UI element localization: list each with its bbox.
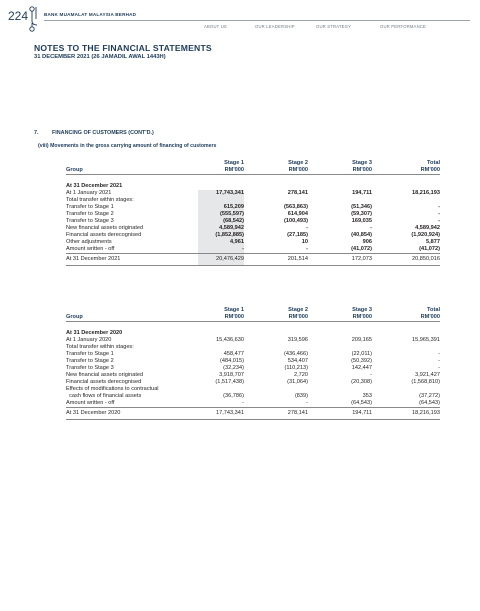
cell-value — [244, 344, 308, 351]
row-label: Amount written - off — [66, 400, 115, 407]
cell-value: 278,141 — [287, 190, 308, 197]
cell-value: 10 — [301, 239, 308, 246]
row-label: Total transfer within stages: — [66, 197, 134, 204]
table-row — [66, 386, 440, 393]
table-row — [66, 218, 440, 225]
row-label: Transfer to Stage 1 — [66, 351, 114, 358]
row-label: Transfer to Stage 2 — [66, 358, 114, 365]
cell-value: - — [306, 246, 308, 253]
table-subheading: At 31 December 2020 — [66, 330, 123, 337]
table-row — [66, 190, 440, 197]
page-header — [0, 0, 480, 40]
table-header-row — [66, 160, 440, 167]
table-row — [66, 365, 440, 372]
col-header-stage-3: Stage 3 — [352, 160, 372, 166]
table-total-row — [66, 408, 440, 420]
cell-value: 615,209 — [198, 204, 244, 211]
cell-value: 3,918,707 — [219, 372, 244, 379]
cell-value: - — [438, 365, 440, 372]
cell-value — [244, 386, 308, 393]
cell-value: 17,743,341 — [198, 190, 244, 197]
row-label: Total transfer within stages: — [66, 344, 134, 351]
cell-value: (68,542) — [198, 218, 244, 225]
cell-value: (484,015) — [220, 358, 244, 365]
row-label: Transfer to Stage 1 — [66, 204, 114, 211]
subsection-heading: (viii) Movements in the gross carrying amount of financing of customers — [38, 143, 217, 149]
cell-value — [198, 197, 244, 204]
table-row — [66, 225, 440, 232]
cell-value: 20,476,429 — [198, 254, 244, 266]
cell-value: 614,904 — [287, 211, 308, 218]
cell-value: (839) — [294, 393, 308, 400]
cell-value: - — [306, 225, 308, 232]
row-label: At 1 January 2020 — [66, 337, 112, 344]
row-label: Financial assets derecognised — [66, 379, 142, 386]
cell-value: 3,921,427 — [415, 372, 440, 379]
cell-value: - — [438, 218, 440, 225]
row-label: At 1 January 2021 — [66, 190, 112, 197]
col-header-group: Group — [66, 167, 198, 175]
table-row — [66, 393, 440, 400]
cell-value: (40,854) — [351, 232, 372, 239]
table-row — [66, 379, 440, 386]
page-subtitle: 31 DECEMBER 2021 (26 JAMADIL AWAL 1443H) — [34, 54, 166, 60]
cell-value: 534,407 — [287, 358, 308, 365]
cell-value: 194,711 — [308, 408, 372, 420]
table-row — [66, 232, 440, 239]
cell-value: - — [306, 400, 308, 407]
table-row — [66, 204, 440, 211]
cell-value: (59,307) — [351, 211, 372, 218]
row-label: Transfer to Stage 2 — [66, 211, 114, 218]
table-total-row — [66, 254, 440, 266]
cell-value: (1,517,438) — [215, 379, 244, 386]
table-row — [66, 372, 440, 379]
cell-value: (36,786) — [223, 393, 244, 400]
cell-value: 20,850,016 — [372, 254, 440, 266]
cell-value: - — [438, 204, 440, 211]
table-row — [66, 337, 440, 344]
cell-value: 18,216,193 — [372, 408, 440, 420]
section-title: FINANCING OF CUSTOMERS (CONT'D.) — [52, 130, 154, 136]
col-header-group: Group — [66, 314, 198, 322]
row-label: At 31 December 2021 — [66, 254, 198, 266]
movement-table-2020 — [66, 307, 440, 420]
cell-value: (32,234) — [223, 365, 244, 372]
table-subheading: At 31 December 2021 — [66, 183, 123, 190]
row-label: New financial assets originated — [66, 372, 144, 379]
table-row — [66, 351, 440, 358]
table-header-row — [66, 167, 440, 175]
cell-value: (64,543) — [351, 400, 372, 407]
cell-value — [198, 344, 244, 351]
header-divider — [44, 20, 470, 21]
cell-value: 142,447 — [351, 365, 372, 372]
table-row — [66, 239, 440, 246]
col-unit: RM'000 — [198, 314, 244, 322]
cell-value — [198, 386, 244, 393]
cell-value: 2,720 — [294, 372, 308, 379]
bank-name: BANK MUAMALAT MALAYSIA BERHAD — [44, 12, 137, 17]
col-header-stage-2: Stage 2 — [288, 307, 308, 313]
col-header-stage-3: Stage 3 — [352, 307, 372, 313]
cell-value: - — [370, 225, 372, 232]
cell-value: (20,308) — [351, 379, 372, 386]
col-unit: RM'000 — [244, 314, 308, 322]
col-header-stage-1: Stage 1 — [224, 307, 244, 313]
cell-value: 209,165 — [351, 337, 372, 344]
col-unit: RM'000 — [244, 167, 308, 175]
row-label: Financial assets derecognised — [66, 232, 142, 239]
col-unit: RM'000 — [372, 314, 440, 322]
cell-value: (51,346) — [351, 204, 372, 211]
page-number: 224 — [8, 9, 29, 23]
col-unit: RM'000 — [372, 167, 440, 175]
cell-value: 4,961 — [198, 239, 244, 246]
cell-value: (27,185) — [287, 232, 308, 239]
cell-value: (31,064) — [287, 379, 308, 386]
section-number: 7. — [34, 130, 39, 136]
cell-value: 201,514 — [244, 254, 308, 266]
cell-value: (64,543) — [419, 400, 440, 407]
row-label: Transfer to Stage 3 — [66, 218, 114, 225]
section-heading — [34, 130, 154, 136]
cell-value: 15,436,630 — [216, 337, 244, 344]
cell-value — [244, 197, 308, 204]
cell-value — [308, 386, 372, 393]
nav-our-strategy[interactable]: OUR STRATEGY — [316, 24, 352, 29]
table-body — [66, 337, 440, 408]
cell-value — [372, 344, 440, 351]
table-row — [66, 358, 440, 365]
cell-value — [372, 197, 440, 204]
cell-value: 4,589,942 — [198, 225, 244, 232]
cell-value: (563,863) — [284, 204, 308, 211]
cell-value: (1,852,885) — [198, 232, 244, 239]
cell-value: - — [370, 372, 372, 379]
table-row — [66, 344, 440, 351]
col-unit: RM'000 — [308, 314, 372, 322]
cell-value — [308, 344, 372, 351]
cell-value: 18,216,193 — [412, 190, 440, 197]
cell-value: (100,493) — [284, 218, 308, 225]
cell-value: 5,877 — [426, 239, 440, 246]
cell-value: (41,072) — [351, 246, 372, 253]
cell-value: (436,466) — [284, 351, 308, 358]
nav-about-us[interactable]: ABOUT US — [204, 24, 227, 29]
cell-value: (555,597) — [198, 211, 244, 218]
row-label: Other adjustments — [66, 239, 112, 246]
cell-value: - — [438, 358, 440, 365]
cell-value: 278,141 — [244, 408, 308, 420]
cell-value: (50,392) — [351, 358, 372, 365]
cell-value: - — [198, 246, 244, 254]
cell-value: 15,965,391 — [412, 337, 440, 344]
table-row — [66, 246, 440, 254]
nav-our-performance[interactable]: OUR PERFORMANCE — [380, 24, 427, 29]
nav-our-leadership[interactable]: OUR LEADERSHIP — [255, 24, 295, 29]
cell-value: 353 — [362, 393, 372, 400]
table-header-row — [66, 307, 440, 314]
table-header-row — [66, 314, 440, 322]
row-label: Amount written - off — [66, 246, 115, 253]
cell-value: - — [438, 211, 440, 218]
cell-value: 172,073 — [308, 254, 372, 266]
cell-value: (41,072) — [419, 246, 440, 253]
col-unit: RM'000 — [198, 167, 244, 175]
table-row — [66, 211, 440, 218]
cell-value — [372, 386, 440, 393]
table-row — [66, 400, 440, 408]
cell-value: (110,213) — [284, 365, 308, 372]
cell-value: 458,477 — [223, 351, 244, 358]
cell-value: 906 — [362, 239, 372, 246]
cell-value: (1,920,924) — [411, 232, 440, 239]
cell-value: 169,035 — [351, 218, 372, 225]
cell-value: (1,568,810) — [411, 379, 440, 386]
cell-value: 4,589,942 — [415, 225, 440, 232]
table-row — [66, 197, 440, 204]
col-header-stage-1: Stage 1 — [224, 160, 244, 166]
row-label: Effects of modifications to contractual — [66, 386, 159, 393]
page-title: NOTES TO THE FINANCIAL STATEMENTS — [34, 43, 212, 53]
col-header-total: Total — [427, 307, 440, 313]
cell-value: - — [242, 400, 244, 407]
col-unit: RM'000 — [308, 167, 372, 175]
col-header-stage-2: Stage 2 — [288, 160, 308, 166]
cell-value: 194,711 — [352, 190, 372, 197]
cell-value: 319,596 — [287, 337, 308, 344]
cell-value — [308, 197, 372, 204]
cell-value: (22,011) — [351, 351, 372, 358]
row-label: cash flows of financial assets — [66, 393, 142, 400]
movement-table-2021 — [66, 160, 440, 266]
table-body — [66, 190, 440, 254]
col-header-total: Total — [427, 160, 440, 166]
row-label: New financial assets originated — [66, 225, 144, 232]
row-label: Transfer to Stage 3 — [66, 365, 114, 372]
cell-value: 17,743,341 — [198, 408, 244, 420]
bank-logo-icon — [28, 5, 42, 33]
row-label: At 31 December 2020 — [66, 408, 198, 420]
cell-value: - — [438, 351, 440, 358]
cell-value: (37,272) — [419, 393, 440, 400]
